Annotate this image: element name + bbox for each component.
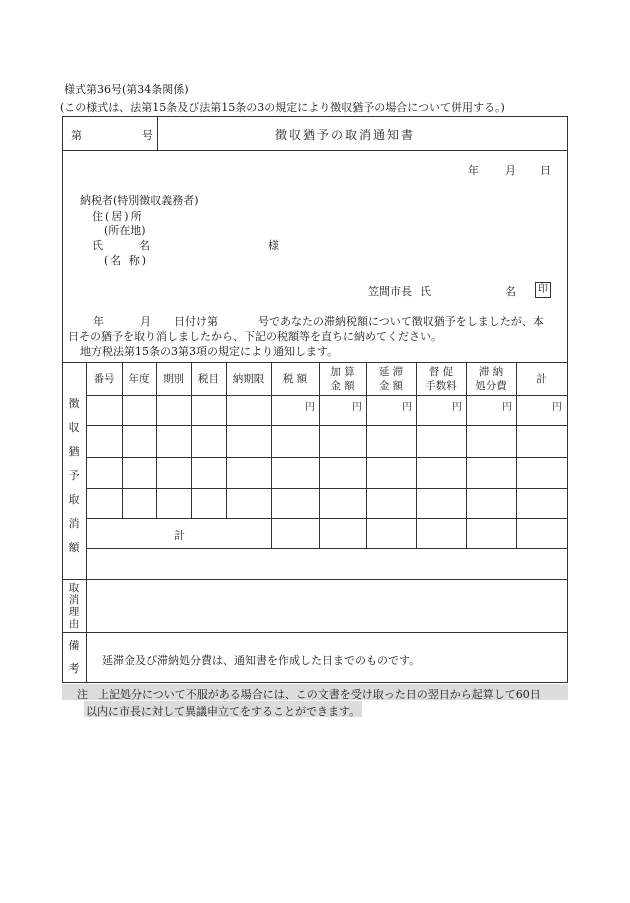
header-total: 計 [536, 373, 547, 385]
remarks-label-1: 備 [68, 639, 80, 652]
seal-mark: 印 [535, 282, 551, 298]
unit-yen: 円 [352, 402, 362, 413]
name-label-1: 氏 [92, 239, 103, 252]
name-alt-label: (名 称) [104, 254, 149, 267]
header-delinquent-2: 金 額 [378, 380, 404, 392]
reason-label-char: 由 [68, 618, 80, 630]
document-title: 徴収猶予の取消通知書 [275, 128, 416, 142]
header-due-date: 納期限 [232, 373, 265, 385]
reason-label-char: 取 [68, 582, 80, 594]
side-label-char: 消 [68, 517, 80, 530]
reason-label-char: 理 [68, 606, 80, 618]
header-tax-amount: 税 額 [282, 373, 308, 385]
issuer-name-label-1: 氏 [420, 285, 431, 298]
note-label: 注 [77, 688, 88, 701]
body-dated-no: 日付け第 [174, 315, 218, 328]
header-tax-item: 税目 [198, 373, 219, 385]
issuer-name-label-2: 名 [505, 285, 516, 298]
header-period: 期別 [163, 373, 184, 385]
body-main-line2: 日その猶予を取り消しましたから、下記の税額等を直ちに納めてください。 [68, 330, 442, 343]
body-law-line: 地方税法第15条の3第3項の規定により通知します。 [80, 345, 339, 358]
header-disposition-fee-1: 滞 納 [478, 366, 504, 378]
number-label-dai: 第 [71, 129, 82, 142]
side-label-char: 取 [68, 493, 80, 506]
header-delinquent-1: 延 滞 [378, 366, 404, 378]
number-label-go: 号 [142, 129, 153, 142]
taxpayer-label: 納税者(特別徴収義務者) [80, 194, 199, 207]
remarks-text: 延滞金及び滞納処分費は、通知書を作成した日までのものです。 [102, 654, 421, 667]
header-fiscal-year: 年度 [128, 373, 150, 385]
unit-yen: 円 [402, 402, 412, 413]
reason-label-char: 消 [68, 594, 80, 606]
unit-yen: 円 [502, 402, 512, 413]
note-line-2: 以内に市長に対して異議申立てをすることができます。 [86, 705, 361, 718]
header-reminder-fee-2: 手数料 [425, 380, 457, 392]
name-label-2: 名 [139, 239, 150, 252]
unit-yen: 円 [552, 402, 562, 413]
header-disposition-fee-2: 処分費 [475, 380, 507, 392]
date-day-label: 日 [540, 164, 551, 177]
date-month-label: 月 [505, 164, 516, 177]
header-added-amount-1: 加 算 [330, 366, 355, 378]
note-line-1: 上記処分について不服がある場合には、この文書を受け取った日の翌日から起算して60日 [98, 688, 541, 701]
side-label-char: 徴 [68, 397, 80, 410]
body-month: 月 [140, 315, 151, 328]
body-year: 年 [93, 315, 104, 328]
unit-yen: 円 [305, 402, 315, 413]
total-row-label: 計 [174, 529, 185, 542]
address-label: 住(居)所 [92, 210, 144, 223]
remarks-label-2: 考 [68, 662, 80, 675]
unit-yen: 円 [452, 402, 462, 413]
honorific-sama: 様 [268, 239, 279, 252]
body-main-line1: 号であなたの滞納税額について徴収猶予をしましたが、本 [258, 315, 544, 328]
location-label: (所在地) [104, 224, 146, 237]
header-added-amount-2: 金 額 [330, 380, 355, 392]
side-label-char: 額 [68, 541, 80, 554]
side-label-char: 猶 [68, 445, 80, 458]
date-year-label: 年 [468, 164, 479, 177]
side-label-char: 収 [68, 421, 80, 434]
side-label-char: 予 [68, 469, 80, 482]
usage-note: (この様式は、法第15条及び法第15条の3の規定により徴収猶予の場合について併用する。) [60, 101, 505, 114]
form-number: 様式第36号(第34条関係) [64, 83, 189, 96]
header-reminder-fee-1: 督 促 [428, 366, 454, 378]
issuer-title: 笠間市長 [368, 285, 412, 298]
header-number: 番号 [93, 373, 115, 385]
